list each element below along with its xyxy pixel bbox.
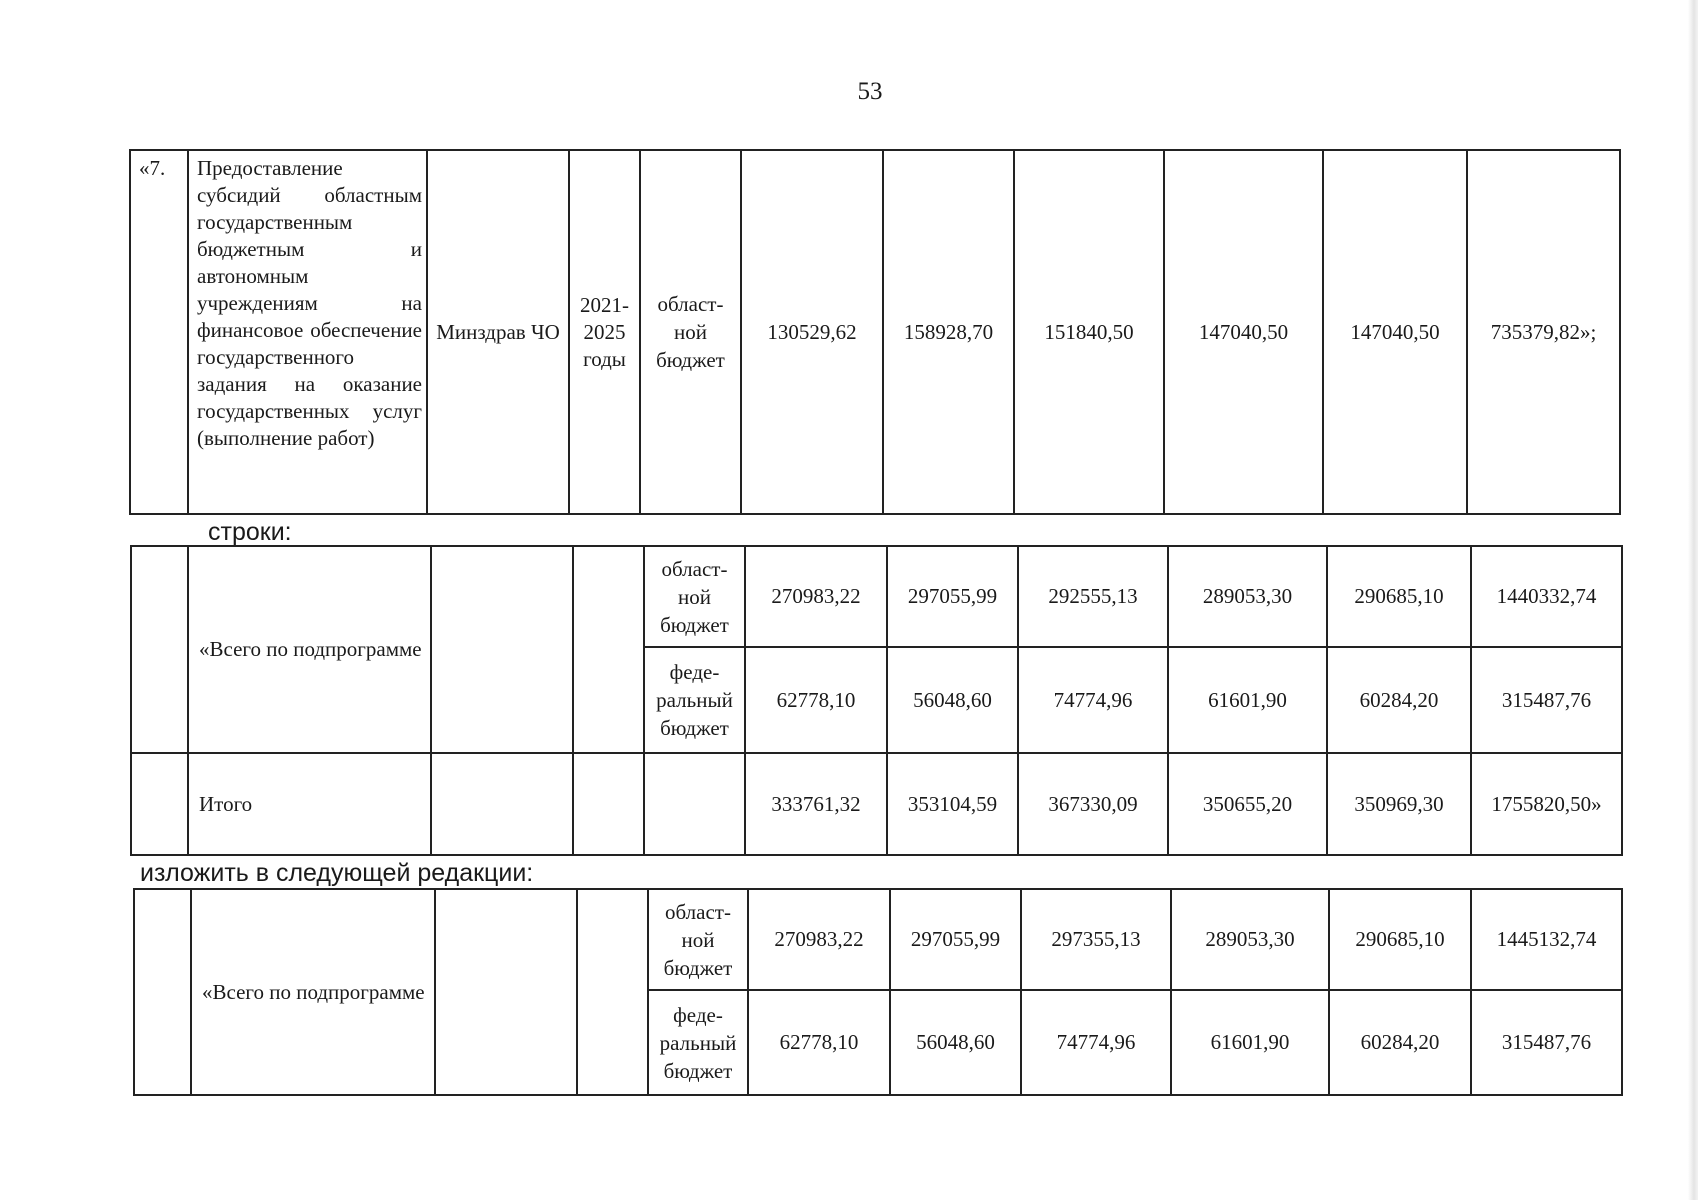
value-cell: 333761,32 — [745, 753, 887, 855]
table-row — [131, 753, 1622, 855]
value-cell: 270983,22 — [745, 546, 887, 647]
total-cell: 1440332,74 — [1471, 546, 1622, 647]
value-cell: 60284,20 — [1327, 647, 1471, 753]
value-cell: 62778,10 — [745, 647, 887, 753]
executor-cell: Минздрав ЧО — [427, 150, 569, 514]
table-row — [130, 150, 1620, 514]
empty-cell — [431, 546, 573, 753]
value-cell: 130529,62 — [741, 150, 883, 514]
value-cell: 56048,60 — [890, 990, 1021, 1095]
value-cell: 290685,10 — [1329, 889, 1471, 990]
page-number: 53 — [857, 78, 883, 105]
total-cell: 735379,82»; — [1467, 150, 1620, 514]
value-cell: 74774,96 — [1021, 990, 1171, 1095]
funding-source: феде-ральный бюджет — [648, 990, 748, 1095]
heading-strings: строки: — [208, 518, 292, 546]
value-cell: 147040,50 — [1164, 150, 1323, 514]
empty-cell — [573, 546, 644, 753]
value-cell: 158928,70 — [883, 150, 1014, 514]
value-cell: 353104,59 — [887, 753, 1018, 855]
value-cell: 350969,30 — [1327, 753, 1471, 855]
empty-cell — [134, 889, 191, 1095]
value-cell: 297055,99 — [890, 889, 1021, 990]
value-cell: 297355,13 — [1021, 889, 1171, 990]
value-cell: 62778,10 — [748, 990, 890, 1095]
value-cell: 292555,13 — [1018, 546, 1168, 647]
total-cell: 315487,76 — [1471, 990, 1622, 1095]
value-cell: 270983,22 — [748, 889, 890, 990]
total-cell: 1755820,50» — [1471, 753, 1622, 855]
empty-cell — [577, 889, 648, 1095]
table-row — [134, 889, 1622, 990]
row7-table — [129, 149, 1621, 515]
funding-source: област-ной бюджет — [640, 150, 741, 514]
total-cell: 1445132,74 — [1471, 889, 1622, 990]
row-number: «7. — [130, 150, 188, 514]
value-cell: 297055,99 — [887, 546, 1018, 647]
empty-cell — [131, 753, 188, 855]
total-label: «Всего по подпрограмме — [191, 889, 435, 1095]
value-cell: 61601,90 — [1168, 647, 1327, 753]
value-cell: 290685,10 — [1327, 546, 1471, 647]
empty-cell — [431, 753, 573, 855]
new-totals-table — [133, 888, 1623, 1096]
scan-edge — [1688, 0, 1698, 1200]
years-cell: 2021-2025 годы — [569, 150, 640, 514]
old-totals-table — [130, 545, 1623, 856]
value-cell: 56048,60 — [887, 647, 1018, 753]
empty-cell — [573, 753, 644, 855]
value-cell: 147040,50 — [1323, 150, 1467, 514]
value-cell: 289053,30 — [1168, 546, 1327, 647]
value-cell: 289053,30 — [1171, 889, 1329, 990]
funding-source: област-ной бюджет — [644, 546, 745, 647]
funding-source: феде-ральный бюджет — [644, 647, 745, 753]
empty-cell — [644, 753, 745, 855]
itogo-label: Итого — [188, 753, 431, 855]
total-cell: 315487,76 — [1471, 647, 1622, 753]
value-cell: 74774,96 — [1018, 647, 1168, 753]
empty-cell — [435, 889, 577, 1095]
total-label: «Всего по подпрограмме — [188, 546, 431, 753]
value-cell: 60284,20 — [1329, 990, 1471, 1095]
value-cell: 367330,09 — [1018, 753, 1168, 855]
value-cell: 61601,90 — [1171, 990, 1329, 1095]
table-row — [131, 546, 1622, 647]
heading-new-edition: изложить в следующей редакции: — [140, 859, 534, 887]
value-cell: 151840,50 — [1014, 150, 1164, 514]
activity-description: Предоставление субсидий областным государственным бюджетным и автономным учреждениям на финансовое обеспечение государственного задания на оказание государственных услуг (выполнение работ) — [188, 150, 427, 514]
empty-cell — [131, 546, 188, 753]
funding-source: област-ной бюджет — [648, 889, 748, 990]
value-cell: 350655,20 — [1168, 753, 1327, 855]
